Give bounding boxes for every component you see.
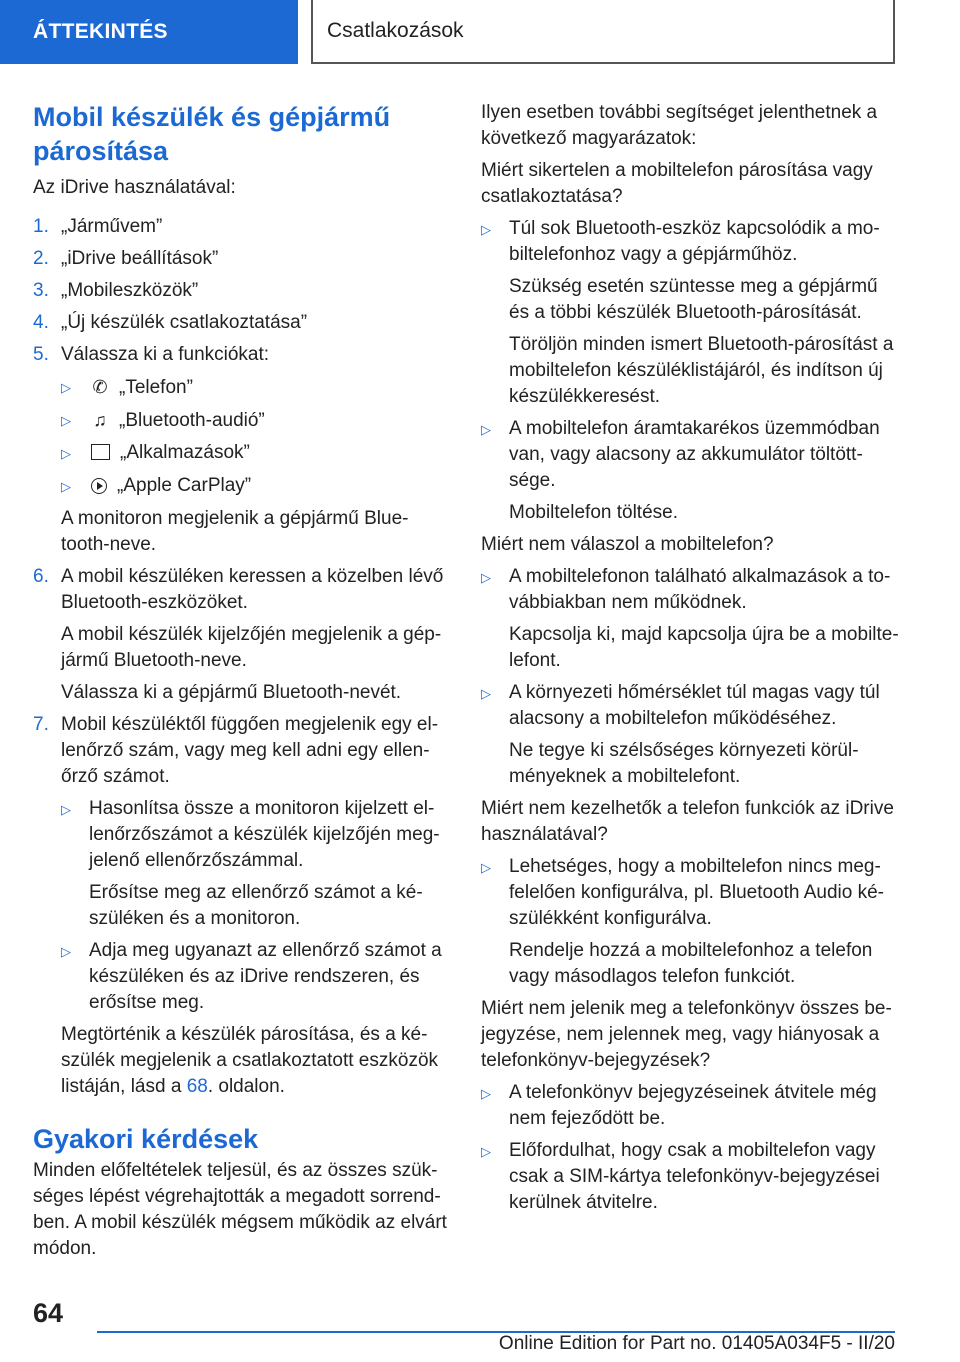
step-text: „Mobileszközök” xyxy=(61,280,199,301)
triangle-bullet-icon: ▷ xyxy=(481,422,491,437)
step-text: Válassza ki a funkciókat: xyxy=(61,344,270,365)
bullet-text: Előfordulhat, hogy csak a mobiltelefon vagy csak a SIM-kártya telefonkönyv-bejegyzései kerülnek átvitelre. xyxy=(509,1140,880,1213)
triangle-bullet-icon: ▷ xyxy=(481,222,491,237)
step5-result: A monitoron megjelenik a gépjármű Blue-tooth-neve. xyxy=(61,508,409,555)
question: Miért sikertelen a mobiltelefon párosítása vagy csatlakoztatása? xyxy=(481,160,873,207)
phone-icon: ✆ xyxy=(92,377,108,397)
bullet-text: A környezeti hőmérséklet túl magas vagy túl alacsony a mobiltelefon működéséhez. xyxy=(509,682,880,729)
heading-faq: Gyakori kérdések xyxy=(33,1124,259,1154)
bullet-text: Lehetséges, hogy a mobiltelefon nincs meg-felelően konfigurálva, pl. Bluetooth Audio ké-szülékként konfigurálva. xyxy=(509,856,884,929)
bullet-note: Rendelje hozzá a mobiltelefonhoz a telefon vagy másodlagos telefon funkciót. xyxy=(509,940,873,987)
step-number: 7. xyxy=(33,714,49,735)
function-item xyxy=(61,440,451,467)
bullet-note: Erősítse meg az ellenőrző számot a ké-szüléken és a monitoron. xyxy=(89,882,423,929)
step6-note: A mobil készülék kijelzőjén megjelenik a gép-jármű Bluetooth-neve. xyxy=(61,624,442,671)
triangle-bullet-icon: ▷ xyxy=(61,802,71,817)
list-item xyxy=(33,278,451,304)
triangle-bullet-icon: ▷ xyxy=(61,944,71,959)
function-item xyxy=(61,407,451,434)
intro-text: Az iDrive használatával: xyxy=(33,177,236,198)
list-item xyxy=(33,246,451,272)
page-link[interactable]: 68 xyxy=(186,1076,208,1097)
list-item xyxy=(33,564,451,616)
right-column xyxy=(481,100,901,1222)
section-title: Csatlakozások xyxy=(311,0,895,64)
step-number: 1. xyxy=(33,216,49,237)
footer-edition: Online Edition for Part no. 01405A034F5 - II/20 xyxy=(498,1333,895,1354)
header-tab: ÁTTEKINTÉS xyxy=(0,0,298,64)
function-label: „Alkalmazások” xyxy=(120,442,250,463)
triangle-bullet-icon: ▷ xyxy=(481,1086,491,1101)
faq-intro: Minden előfeltételek teljesül, és az összes szük-séges lépést végrehajtották a megadott sorrend-ben. A mobil készülék mégsem működik az elvárt módon. xyxy=(33,1160,447,1259)
bullet-item xyxy=(481,854,901,990)
bullet-item xyxy=(481,1080,901,1132)
triangle-bullet-icon: ▷ xyxy=(481,860,491,875)
bullet-item xyxy=(481,680,901,790)
list-item xyxy=(33,310,451,336)
left-column xyxy=(33,100,451,1262)
triangle-bullet-icon: ▷ xyxy=(61,446,71,461)
bullet-item xyxy=(481,1138,901,1216)
step-number: 5. xyxy=(33,344,49,365)
bullet-text: A mobiltelefonon található alkalmazások a to-vábbiakban nem működnek. xyxy=(509,566,891,613)
triangle-bullet-icon: ▷ xyxy=(481,1144,491,1159)
apps-icon xyxy=(91,444,110,460)
bullet-text: Túl sok Bluetooth-eszköz kapcsolódik a mo-biltelefonhoz vagy a gépjárműhöz. xyxy=(509,218,880,265)
bullet-note: Szükség esetén szüntesse meg a gépjármű és a többi készülék Bluetooth-párosítását. xyxy=(509,276,878,323)
step7-result: Megtörténik a készülék párosítása, és a ké-szülék megjelenik a csatlakoztatott eszközök listáján, lásd a 68. oldalon. xyxy=(61,1024,439,1097)
bullet-text: A mobiltelefon áramtakarékos üzemmódban van, vagy alacsony az akkumulátor töltött-sége. xyxy=(509,418,880,491)
bullet-note: Mobiltelefon töltése. xyxy=(509,502,678,523)
function-label: „Telefon” xyxy=(119,377,193,398)
step-text: „Járművem” xyxy=(61,216,163,237)
bullet-item xyxy=(61,796,451,932)
triangle-bullet-icon: ▷ xyxy=(61,413,71,428)
bullet-item xyxy=(481,416,901,526)
triangle-bullet-icon: ▷ xyxy=(61,380,71,395)
step-number: 2. xyxy=(33,248,49,269)
step6-note: Válassza ki a gépjármű Bluetooth-nevét. xyxy=(61,682,402,703)
triangle-bullet-icon: ▷ xyxy=(481,570,491,585)
function-label: „Apple CarPlay” xyxy=(117,475,252,496)
bullet-note: Kapcsolja ki, majd kapcsolja újra be a mobilte-lefont. xyxy=(509,624,899,671)
bullet-note: Töröljön minden ismert Bluetooth-párosítást a mobiltelefon készüléklistájáról, és indítson új készülékkeresést. xyxy=(509,334,894,407)
bullet-note: Ne tegye ki szélsőséges környezeti körül-ményeknek a mobiltelefont. xyxy=(509,740,859,787)
question: Miért nem válaszol a mobiltelefon? xyxy=(481,534,774,555)
bullet-text: Adja meg ugyanazt az ellenőrző számot a készüléken és az iDrive rendszeren, és erősítse meg. xyxy=(89,940,442,1013)
list-item xyxy=(33,342,451,368)
right-intro: Ilyen esetben további segítséget jelenthetnek a következő magyarázatok: xyxy=(481,102,878,149)
bullet-item xyxy=(481,564,901,674)
bullet-item xyxy=(61,938,451,1016)
bullet-text: A telefonkönyv bejegyzéseinek átvitele még nem fejeződött be. xyxy=(509,1082,877,1129)
bullet-item xyxy=(481,216,901,410)
carplay-icon xyxy=(91,478,107,494)
bullet-text: Hasonlítsa össze a monitoron kijelzett el-lenőrzőszámot a készülék kijelzőjén meg-jelenő ellenőrzőszámmal. xyxy=(89,798,440,871)
function-item xyxy=(61,473,451,500)
triangle-bullet-icon: ▷ xyxy=(481,686,491,701)
list-item xyxy=(33,712,451,790)
page-number: 64 xyxy=(33,1298,64,1328)
step-text: „iDrive beállítások” xyxy=(61,248,219,269)
step-number: 3. xyxy=(33,280,49,301)
list-item xyxy=(33,214,451,240)
step-number: 4. xyxy=(33,312,49,333)
function-item xyxy=(61,374,451,401)
step-text: „Új készülék csatlakoztatása” xyxy=(61,312,308,333)
question: Miért nem jelenik meg a telefonkönyv összes be-jegyzése, nem jelennek meg, vagy hiányosak a telefonkönyv-bejegyzések? xyxy=(481,998,892,1071)
triangle-bullet-icon: ▷ xyxy=(61,479,71,494)
step-text: Mobil készüléktől függően megjelenik egy el-lenőrző szám, vagy meg kell adni egy ellen-őrző számot. xyxy=(61,714,439,787)
step-number: 6. xyxy=(33,566,49,587)
function-label: „Bluetooth-audió” xyxy=(119,410,265,431)
music-note-icon: ♫ xyxy=(93,410,107,430)
question: Miért nem kezelhetők a telefon funkciók az iDrive használatával? xyxy=(481,798,894,845)
heading-pairing: Mobil készülék és gépjármű párosítása xyxy=(33,102,391,166)
step-text: A mobil készüléken keressen a közelben lévő Bluetooth-eszközöket. xyxy=(61,566,444,613)
